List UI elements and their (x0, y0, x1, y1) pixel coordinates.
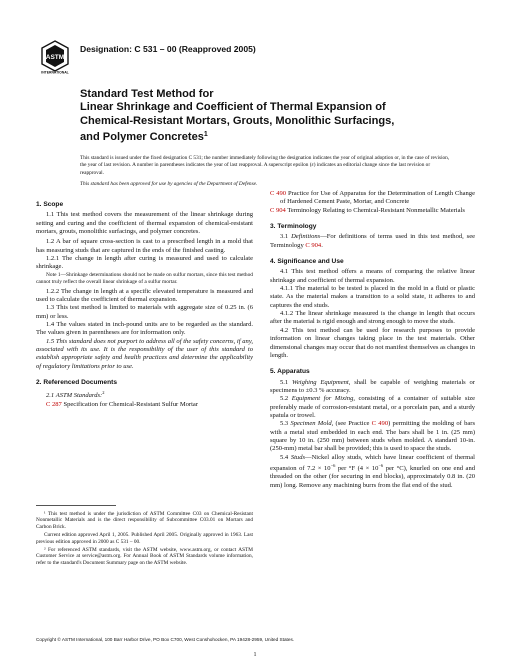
section-heading-scope: 1. Scope (36, 201, 64, 208)
paragraph: 1.2.2 The change in length at a specific elevated temperature is measured and used to calculate the coefficient of thermal expansion. (36, 287, 253, 303)
footnotes (36, 511, 253, 568)
svg-text:INTERNATIONAL: INTERNATIONAL (41, 70, 69, 74)
section-heading-references: 2. Referenced Documents (36, 379, 117, 386)
reference-link[interactable]: C 490 (371, 420, 389, 428)
paragraph: 3.1 Definitions—For definitions of terms used in this test method, see Terminology C 904. (270, 233, 476, 249)
paragraph: 5.2 Equipment for Mixing, consisting of a container of suitable size preferably made of corrosion-resistant metal, or a porcelain pan, and a sturdy spatula or trowel. (270, 395, 476, 419)
paragraph: 4.1.1 The material to be tested is placed in the mold in a fluid or plastic state. As the material makes a transition to a solid state, it adheres to and captures the end studs. (270, 285, 475, 309)
section-heading-significance: 4. Significance and Use (270, 258, 344, 266)
left-column (36, 193, 253, 409)
footnote: ² For referenced ASTM standards, visit the ASTM website, www.astm.org, or contact ASTM Customer Service at service@astm.org. For Annual Book of ASTM Standards volume information, refer to the standard's Document Summary page on the ASTM website. (36, 547, 253, 566)
paragraph: 5.4 Studs—Nickel alloy studs, which have linear coefficient of thermal expansion of $7.2 \times 10^{-6}$ per °F ($4 \times 10^{-6}$ per °C), knurled on one end and threaded on the other (for securing in end blocks), approximately 0.8 in. (20 mm) long. Remove any machining burrs from the flat end of the stud. (270, 453, 475, 489)
reference-link[interactable]: C 490 (270, 190, 287, 197)
title-line: Chemical-Resistant Mortars, Grouts, Monolithic Surfacings, (80, 114, 395, 127)
right-column (270, 190, 475, 490)
approval-statement: This standard has been approved for use by agencies of the Department of Defense. (80, 181, 258, 187)
page-number: 1 (253, 652, 257, 658)
reference-item: C 490 Practice for Use of Apparatus for the Determination of Length Change of Hardened Cement Paste, Mortar, and Concrete (270, 190, 475, 206)
footnote-mark: 1 (203, 131, 208, 139)
designation: Designation: C 531 – 00 (Reapproved 2005) (80, 44, 256, 54)
paragraph: 1.4 The values stated in inch-pound units are to be regarded as the standard. The values given in parentheses are for information only. (36, 320, 253, 337)
svg-text:ASTM: ASTM (45, 54, 65, 61)
reference-link[interactable]: C 904 (305, 241, 322, 249)
paragraph: 1.2 A bar of square cross-section is cast to a prescribed length in a mold that has measuring studs that are captured in the ends of the finished casting. (36, 238, 253, 254)
reference-link[interactable]: C 904 (270, 206, 286, 214)
reference-item: C 904 Terminology Relating to Chemical-Resistant Nonmetallic Materials (270, 206, 465, 214)
issuance-statement: This standard is issued under the fixed designation C 531; the number immediately following the designation indicates the year of original adoption or, in the case of revision, the year of last revision. A number in parentheses indicates the year of last reapproval. A superscript epsilon (ε) indicates an editorial change since the last revision or reapproval. (80, 155, 450, 176)
footnote-rule (36, 505, 116, 506)
title-line: and Polymer Concretes$^1$ (80, 131, 208, 144)
paragraph: 1.3 This test method is limited to materials with aggregate size of 0.25 in. (6 mm) or less. (36, 304, 253, 320)
section-heading-terminology: 3. Terminology (270, 223, 317, 231)
paragraph: 4.2 This test method can be used for research purposes to provide information on linear changes taking place in the test materials. Other dimensional changes may occur that do not manifest themselves as changes in length. (270, 326, 475, 359)
paragraph: 5.1 Weighing Equipment, shall be capable of weighing materials or specimens to ±0.3 % accuracy. (270, 378, 475, 394)
reference-item: C 287 Specification for Chemical-Resistant Sulfur Mortar (46, 400, 199, 408)
title-line: Standard Test Method for (80, 88, 214, 100)
note: Note 1—Shrinkage determinations should not be made on sulfur mortars, since this test method cannot truly reflect the overall linear shrinkage of a sulfur mortar. (36, 271, 253, 285)
paragraph: 1.1 This test method covers the measurement of the linear shrinkage during setting and curing and the coefficient of thermal expansion of chemical-resistant mortars, grouts, monolithic surfacings, and polymer concretes. (36, 211, 253, 236)
footnote: Current edition approved April 1, 2005. Published April 2005. Originally approved in 1963. Last previous edition approved in 2000 as C 531 – 00. (36, 532, 253, 545)
paragraph: 2.1 ASTM Standards:$^2$ (46, 390, 105, 400)
paragraph: 4.1 This test method offers a means of comparing the relative linear shrinkage and coefficient of thermal expansion. (270, 268, 475, 284)
footnote: ¹ This test method is under the jurisdiction of ASTM Committee C03 on Chemical-Resistant Nonmetallic Materials and is the direct responsibility of Subcommittee C03.01 on Mortars and Carbon Brick. (36, 511, 253, 530)
reference-link[interactable]: C 287 (46, 400, 62, 408)
paragraph: 5.3 Specimen Mold, (see Practice C 490) permitting the molding of bars with a metal stud embedded in each end. The bars shall be 1 in. (25 mm) square by 10 in. (250 mm) between studs when molded. A standard 10-in. (250-mm) metal bar shall be provided; this is used to space the studs. (270, 420, 476, 453)
paragraph: 1.2.1 The change in length after curing is measured and used to calculate shrinkage. (36, 255, 253, 271)
document-title (80, 88, 480, 145)
copyright-footer: Copyright © ASTM International, 100 Barr Harbor Drive, PO Box C700, West Conshohocken, PA 19428-2959, United States. (36, 637, 295, 642)
paragraph: 1.5 This standard does not purport to address all of the safety concerns, if any, associated with its use. It is the responsibility of the user of this standard to establish appropriate safety and health practices and determine the applicability of regulatory limitations prior to use. (36, 337, 253, 370)
section-heading-apparatus: 5. Apparatus (270, 368, 310, 376)
title-line: Linear Shrinkage and Coefficient of Thermal Expansion of (80, 101, 386, 114)
astm-logo (40, 40, 70, 74)
paragraph: 4.1.2 The linear shrinkage measured is the change in length that occurs after the material is rigid enough and strong enough to move the studs. (270, 310, 475, 326)
